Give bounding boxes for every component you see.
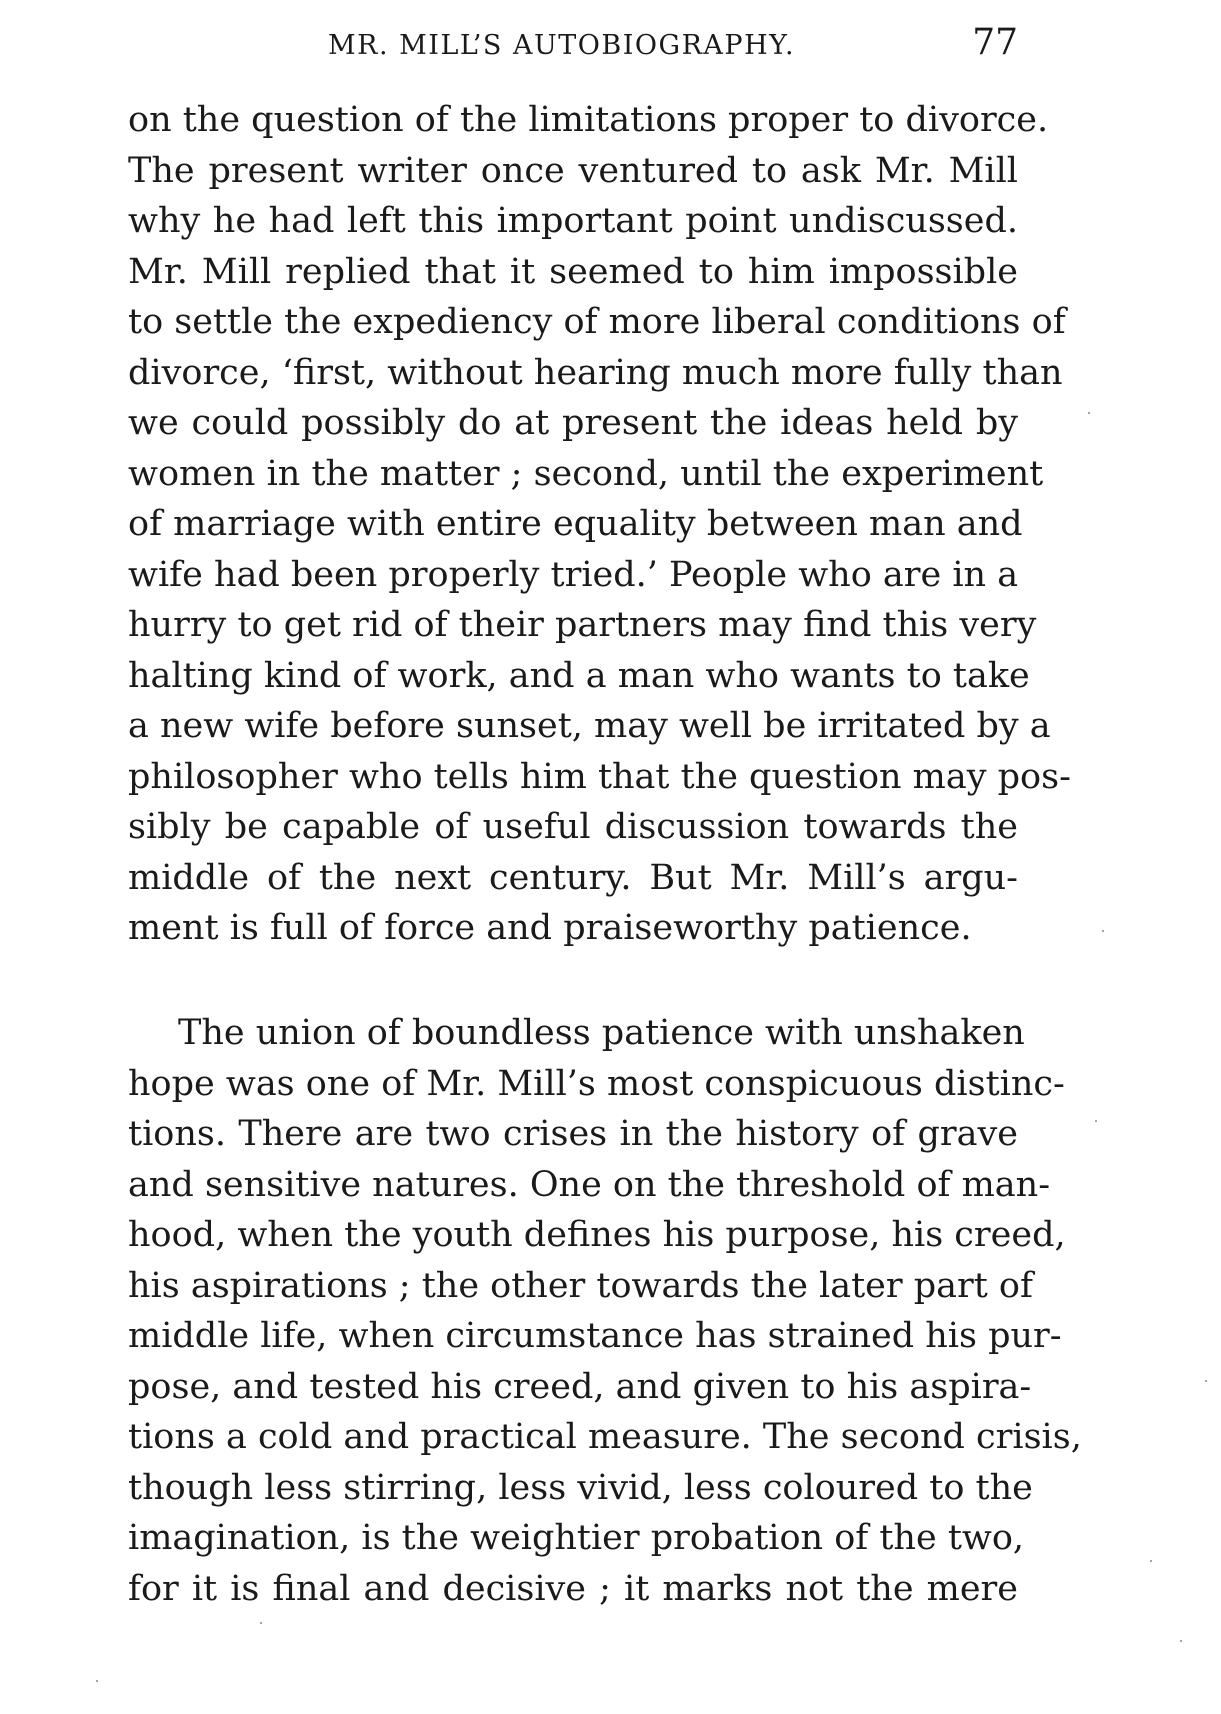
text-line: pose, and tested his creed, and given to his aspira- bbox=[128, 1366, 1032, 1407]
text-line: middle life, when circumstance has strained his pur- bbox=[128, 1316, 1062, 1356]
text-line: on the question of the limitations proper to divorce. bbox=[128, 100, 1049, 140]
page-number: 77 bbox=[972, 22, 1018, 63]
text-line: halting kind of work, and a man who wants to take bbox=[128, 655, 1030, 696]
running-head bbox=[128, 22, 1018, 72]
text-line: The present writer once ventured to ask Mr. Mill bbox=[128, 150, 1018, 191]
text-line: tions. There are two crises in the history of grave bbox=[128, 1114, 1018, 1154]
text-line: hurry to get rid of their partners may find this very bbox=[128, 605, 1037, 645]
text-line: Mr. Mill replied that it seemed to him impossible bbox=[128, 251, 1018, 292]
paper-speck bbox=[1095, 1120, 1097, 1122]
text-line: of marriage with entire equality between man and bbox=[128, 504, 1023, 544]
text-line: and sensitive natures. One on the threshold of man- bbox=[128, 1164, 1051, 1205]
text-line: hope was one of Mr. Mill’s most conspicuous distinc- bbox=[128, 1063, 1065, 1104]
text-line: philosopher who tells him that the question may pos- bbox=[128, 756, 1071, 797]
paragraph-2 bbox=[128, 1008, 1082, 1614]
paper-speck bbox=[96, 1680, 98, 1682]
text-line: imagination, is the weightier probation of the two, bbox=[128, 1518, 1025, 1558]
paper-speck bbox=[1088, 412, 1090, 414]
text-line: for it is final and decisive ; it marks not the mere bbox=[128, 1568, 1018, 1609]
text-line: his aspirations ; the other towards the later part of bbox=[128, 1265, 1033, 1306]
text-line: wife had been properly tried.’ People who are in a bbox=[128, 554, 1019, 595]
text-line: we could possibly do at present the ideas held by bbox=[128, 403, 1018, 443]
running-title: MR. MILL’S AUTOBIOGRAPHY. bbox=[328, 30, 796, 61]
paper-speck bbox=[1205, 1380, 1207, 1382]
paper-speck bbox=[1180, 1640, 1182, 1642]
text-line: though less stirring, less vivid, less coloured to the bbox=[128, 1467, 1033, 1508]
paragraph-1 bbox=[128, 95, 1071, 954]
text-line: to settle the expediency of more liberal conditions of bbox=[128, 302, 1066, 342]
text-line: hood, when the youth defines his purpose, his creed, bbox=[128, 1215, 1066, 1255]
text-line: tions a cold and practical measure. The second crisis, bbox=[128, 1417, 1082, 1457]
text-line: sibly be capable of useful discussion towards the bbox=[128, 807, 1018, 847]
text-line: ment is full of force and praiseworthy patience. bbox=[128, 908, 972, 948]
paper-speck bbox=[1102, 930, 1104, 932]
text-line: women in the matter ; second, until the experiment bbox=[128, 453, 1044, 494]
text-line: middle of the next century. But Mr. Mill’s argu- bbox=[128, 857, 1018, 898]
text-line: why he had left this important point undiscussed. bbox=[128, 201, 1018, 241]
text-line: divorce, ‘first, without hearing much more fully than bbox=[128, 352, 1063, 393]
text-line: The union of boundless patience with unshaken bbox=[178, 1013, 1025, 1053]
text-line: a new wife before sunset, may well be irritated by a bbox=[128, 706, 1051, 746]
paper-speck bbox=[260, 1622, 262, 1624]
paper-speck bbox=[1150, 1560, 1152, 1562]
